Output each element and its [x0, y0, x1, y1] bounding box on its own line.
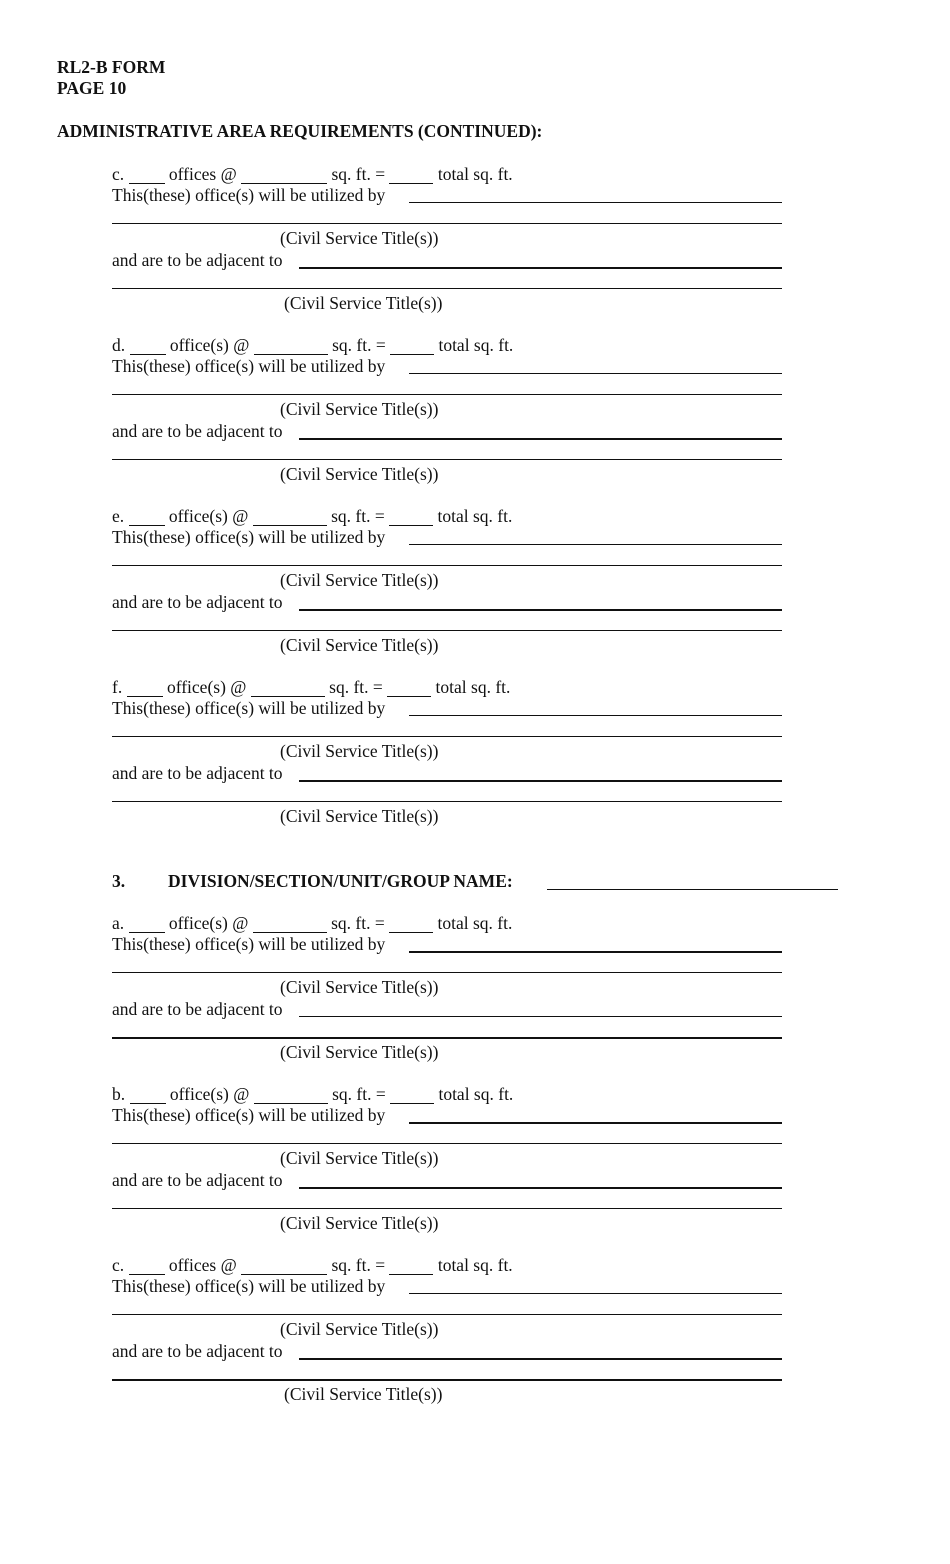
adjacent-to-field-line-2[interactable]	[112, 1037, 782, 1039]
civil-service-title-caption: (Civil Service Title(s))	[280, 1148, 439, 1168]
adjacent-to-field-line-2[interactable]	[112, 288, 782, 289]
adjacent-to-field[interactable]	[299, 438, 782, 440]
page-number: PAGE 10	[57, 78, 127, 98]
sqft-per-office-field[interactable]	[254, 1102, 328, 1104]
total-sqft-field[interactable]	[387, 695, 431, 697]
utilized-by-field[interactable]	[409, 1293, 782, 1294]
utilized-by-label: This(these) office(s) will be utilized by	[112, 698, 386, 718]
utilized-by-field-line-2[interactable]	[112, 972, 782, 973]
sqft-label: sq. ft. =	[331, 1255, 386, 1275]
block-letter: b.	[112, 1084, 126, 1104]
block-letter: c.	[112, 164, 125, 184]
adjacent-to-label: and are to be adjacent to	[112, 763, 283, 783]
adjacent-to-label: and are to be adjacent to	[112, 421, 283, 441]
office-count-field[interactable]	[130, 1102, 166, 1104]
office-count-line	[112, 166, 513, 184]
unit-label: offices @	[168, 164, 237, 184]
total-sqft-field[interactable]	[390, 353, 434, 355]
adjacent-to-label: and are to be adjacent to	[112, 250, 283, 270]
utilized-by-label: This(these) office(s) will be utilized by	[112, 527, 386, 547]
block-letter: d.	[112, 335, 126, 355]
civil-service-title-caption: (Civil Service Title(s))	[280, 977, 439, 997]
utilized-by-field[interactable]	[409, 1122, 782, 1124]
adjacent-to-field-line-2[interactable]	[112, 801, 782, 802]
unit-label: office(s) @	[168, 913, 249, 933]
unit-label: office(s) @	[169, 1084, 250, 1104]
utilized-by-field-line-2[interactable]	[112, 1314, 782, 1315]
utilized-by-field-line-2[interactable]	[112, 736, 782, 737]
total-sqft-field[interactable]	[389, 524, 433, 526]
office-count-field[interactable]	[129, 524, 165, 526]
adjacent-to-field[interactable]	[299, 1187, 782, 1189]
adjacent-to-field-line-2[interactable]	[112, 1379, 782, 1381]
section-3-title: DIVISION/SECTION/UNIT/GROUP NAME:	[168, 871, 513, 891]
utilized-by-field[interactable]	[409, 951, 782, 953]
block-letter: e.	[112, 506, 125, 526]
total-sqft-field[interactable]	[389, 1273, 433, 1275]
adjacent-to-label: and are to be adjacent to	[112, 1341, 283, 1361]
office-count-field[interactable]	[129, 931, 165, 933]
utilized-by-label: This(these) office(s) will be utilized by	[112, 1105, 386, 1125]
adjacent-to-field-line-2[interactable]	[112, 630, 782, 631]
sqft-label: sq. ft. =	[332, 335, 386, 355]
utilized-by-label: This(these) office(s) will be utilized by	[112, 185, 386, 205]
total-label: total sq. ft.	[437, 1255, 513, 1275]
civil-service-title-caption: (Civil Service Title(s))	[280, 1042, 439, 1062]
utilized-by-label: This(these) office(s) will be utilized by	[112, 356, 386, 376]
total-sqft-field[interactable]	[389, 931, 433, 933]
adjacent-to-label: and are to be adjacent to	[112, 592, 283, 612]
section-title: ADMINISTRATIVE AREA REQUIREMENTS (CONTINUED):	[57, 121, 543, 141]
total-label: total sq. ft.	[437, 164, 513, 184]
adjacent-to-field-line-2[interactable]	[112, 1208, 782, 1209]
adjacent-to-field[interactable]	[299, 267, 782, 269]
total-sqft-field[interactable]	[390, 1102, 434, 1104]
sqft-per-office-field[interactable]	[253, 524, 327, 526]
office-count-line	[112, 679, 510, 697]
sqft-label: sq. ft. =	[332, 1084, 386, 1104]
total-label: total sq. ft.	[437, 506, 513, 526]
civil-service-title-caption: (Civil Service Title(s))	[284, 293, 443, 313]
total-label: total sq. ft.	[438, 1084, 514, 1104]
sqft-per-office-field[interactable]	[241, 1273, 327, 1275]
civil-service-title-caption: (Civil Service Title(s))	[280, 228, 439, 248]
civil-service-title-caption: (Civil Service Title(s))	[280, 464, 439, 484]
sqft-label: sq. ft. =	[329, 677, 383, 697]
utilized-by-field[interactable]	[409, 202, 782, 203]
civil-service-title-caption: (Civil Service Title(s))	[280, 570, 439, 590]
adjacent-to-field[interactable]	[299, 1358, 782, 1360]
civil-service-title-caption: (Civil Service Title(s))	[280, 635, 439, 655]
civil-service-title-caption: (Civil Service Title(s))	[280, 806, 439, 826]
unit-label: office(s) @	[168, 506, 249, 526]
civil-service-title-caption: (Civil Service Title(s))	[280, 1319, 439, 1339]
office-count-field[interactable]	[129, 1273, 165, 1275]
civil-service-title-caption: (Civil Service Title(s))	[280, 741, 439, 761]
adjacent-to-field[interactable]	[299, 780, 782, 782]
block-letter: a.	[112, 913, 125, 933]
utilized-by-field[interactable]	[409, 544, 782, 545]
utilized-by-field[interactable]	[409, 373, 782, 374]
utilized-by-label: This(these) office(s) will be utilized by	[112, 934, 386, 954]
sqft-label: sq. ft. =	[331, 506, 385, 526]
office-count-line	[112, 915, 512, 933]
block-letter: f.	[112, 677, 123, 697]
adjacent-to-label: and are to be adjacent to	[112, 1170, 283, 1190]
adjacent-to-label: and are to be adjacent to	[112, 999, 283, 1019]
office-count-line	[112, 1257, 513, 1275]
adjacent-to-field[interactable]	[299, 1016, 782, 1017]
office-count-line	[112, 508, 512, 526]
division-name-field[interactable]	[547, 889, 838, 890]
office-count-line	[112, 1086, 513, 1104]
civil-service-title-caption: (Civil Service Title(s))	[284, 1384, 443, 1404]
form-id: RL2-B FORM	[57, 57, 166, 77]
sqft-per-office-field[interactable]	[253, 931, 327, 933]
office-count-field[interactable]	[127, 695, 163, 697]
adjacent-to-field-line-2[interactable]	[112, 459, 782, 460]
adjacent-to-field[interactable]	[299, 609, 782, 611]
unit-label: offices @	[168, 1255, 237, 1275]
office-count-field[interactable]	[129, 182, 165, 184]
utilized-by-label: This(these) office(s) will be utilized by	[112, 1276, 386, 1296]
office-count-field[interactable]	[130, 353, 166, 355]
civil-service-title-caption: (Civil Service Title(s))	[280, 1213, 439, 1233]
total-label: total sq. ft.	[437, 913, 513, 933]
utilized-by-field-line-2[interactable]	[112, 223, 782, 224]
unit-label: office(s) @	[166, 677, 247, 697]
utilized-by-field-line-2[interactable]	[112, 1143, 782, 1144]
office-count-line	[112, 337, 513, 355]
unit-label: office(s) @	[169, 335, 250, 355]
sqft-per-office-field[interactable]	[241, 182, 327, 184]
total-sqft-field[interactable]	[389, 182, 433, 184]
utilized-by-field-line-2[interactable]	[112, 565, 782, 566]
sqft-label: sq. ft. =	[331, 913, 385, 933]
utilized-by-field[interactable]	[409, 715, 782, 716]
sqft-per-office-field[interactable]	[251, 695, 325, 697]
total-label: total sq. ft.	[438, 335, 514, 355]
total-label: total sq. ft.	[435, 677, 511, 697]
civil-service-title-caption: (Civil Service Title(s))	[280, 399, 439, 419]
sqft-per-office-field[interactable]	[254, 353, 328, 355]
section-3-number: 3.	[112, 871, 126, 891]
block-letter: c.	[112, 1255, 125, 1275]
utilized-by-field-line-2[interactable]	[112, 394, 782, 395]
sqft-label: sq. ft. =	[331, 164, 386, 184]
